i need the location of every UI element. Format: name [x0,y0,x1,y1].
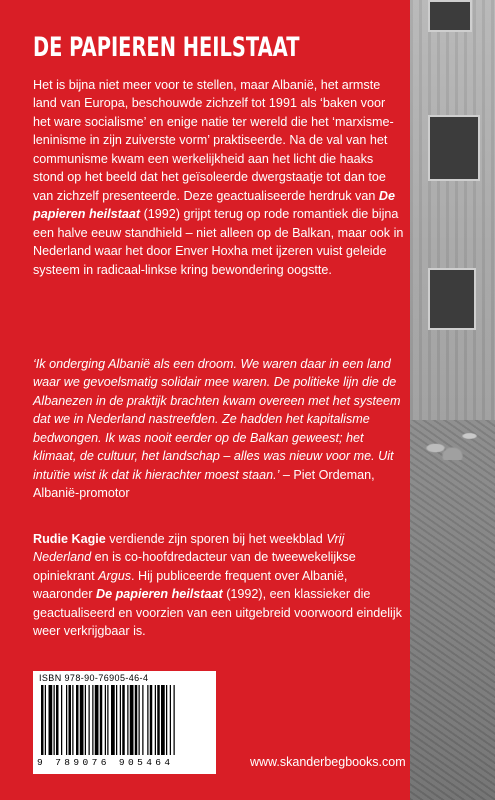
barcode-bar [130,685,134,755]
publisher-website: www.skanderbegbooks.com [250,755,406,769]
barcode-bar [72,685,73,755]
barcode-bar [56,685,59,755]
barcode-bar [80,685,84,755]
barcode-bar [41,685,44,755]
building-window [428,268,476,330]
barcode-bar [45,685,46,755]
cover-photo [410,0,495,800]
barcode-bar [66,685,67,755]
barcode-bar [147,685,148,755]
barcode-bar [120,685,121,755]
barcode-bar [105,685,106,755]
quote-text: ‘Ik onderging Albanië als een droom. We waren daar in een land waar we gevoelsmatig solidair mee waren. De politieke lijn die de Albanezen in de praktijk brachten kwam overeen met het systeem dat we in Nederland nastreefden. Ze hadden het kapitalisme bedwongen. Ik was nooit eerder op de Balkan geweest; het klimaat, de cultuur, het landschap – alles was nieuw voor me. Uit intuïtie wist ik dat ik hierachter moest staan.’ [33,357,401,482]
quote-paragraph [33,355,405,503]
barcode-digits: 9 789076 905464 [37,757,174,768]
barcode-bar [49,685,53,755]
barcode-bar [174,685,175,755]
barcode-bar [166,685,167,755]
barcode-bar [139,685,140,755]
barcode-bar [170,685,171,755]
barcode-bar [161,685,165,755]
barcode-bar [89,685,90,755]
bio-text: (1992), een klassieker die geactualiseerd en voorzien van een uitgebreid voorwoord eindelijk weer verkrijgbaar is. [33,587,402,639]
ground-area [410,420,495,800]
barcode-bar [135,685,138,755]
isbn-label: ISBN 978-90-76905-46-4 [39,673,149,683]
blurb-paragraph [33,76,405,279]
barcode-bar [122,685,125,755]
barcode-bar [69,685,72,755]
isbn-barcode [33,671,216,774]
author-bio [33,530,405,641]
barcode-bar [157,685,160,755]
barcode-bar [100,685,103,755]
book-title-inline: De papieren heilstaat [96,587,223,602]
barcode-bar [61,685,62,755]
barcode-bar [150,685,153,755]
author-name: Rudie Kagie [33,532,106,546]
barcode-bar [107,685,108,755]
bio-text: en is co-hoofdredacteur van de tweewekelijkse opiniekrant [33,550,356,583]
barcode-bar [76,685,79,755]
barcode-bar [111,685,115,755]
barcode-bar [142,685,143,755]
barcode-bar [85,685,86,755]
barcode-bar [127,685,128,755]
barcode-bar [155,685,156,755]
barcode-bar [92,685,93,755]
rubble [410,420,495,460]
book-title: DE PAPIEREN HEILSTAAT [33,32,300,63]
building-window [428,0,472,32]
blurb-text: Het is bijna niet meer voor te stellen, maar Albanië, het armste land van Europa, beschouwde zichzelf tot 1991 als ‘baken voor het ware socialisme’ en enige natie ter wereld die het ‘marxisme-leninisme in zijn zuiverste vorm’ praktiseerde. Na de val van het communisme kwam een werkelijkheid aan het licht die haaks stond op het beeld dat het geïsoleerde dwergstaatje tot dan toe van zichzelf presenteerde. Deze geactualiseerde herdruk van [33,78,394,203]
barcode-bar [95,685,99,755]
bio-text: verdiende zijn sporen bij het weekblad [105,532,327,546]
quote-attribution: – Piet Ordeman, Albanië-promotor [33,467,375,501]
building-window [428,115,480,181]
barcode-bars [41,685,209,755]
magazine-name: Argus [98,568,132,583]
blurb-text: (1992) grijpt terug op rode romantiek die bijna een halve eeuw standhield – niet alleen op de Balkan, maar ook in Nederland waar het door Enver Hoxha met ijzeren vuist geleide systeem in radicaal-linkse kring bewondering oogstte. [33,207,404,277]
barcode-bar [54,685,55,755]
bio-text: . Hij publiceerde frequent over Albanië, waaronder [33,568,348,602]
magazine-name: Vrij Nederland [33,532,345,565]
barcode-bar [116,685,117,755]
book-title-inline: De papieren heilstaat [33,188,395,222]
